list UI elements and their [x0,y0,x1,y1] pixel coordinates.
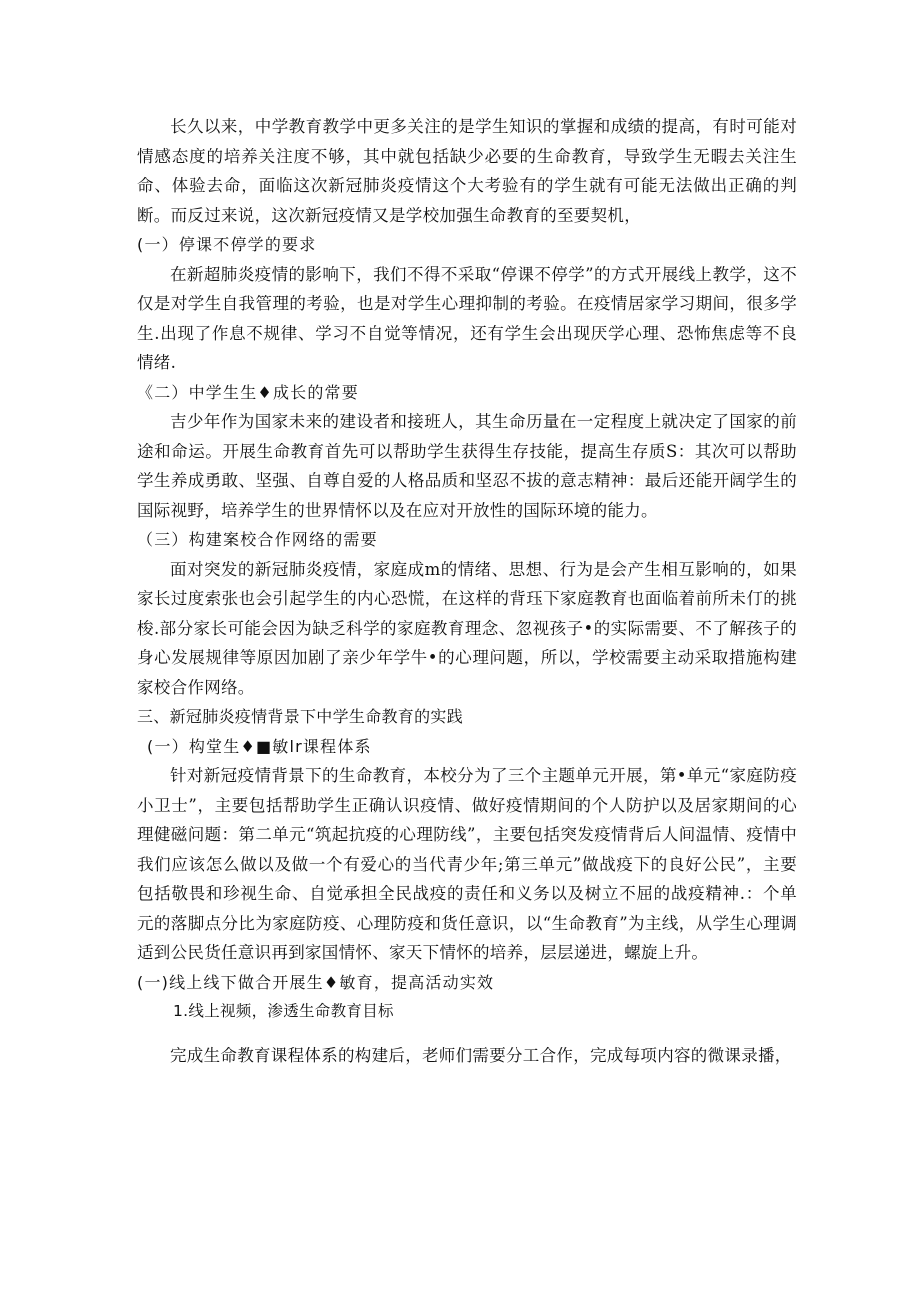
heading-item-1: 1.线上视频，渗透生命教育目标 [173,1002,394,1020]
heading-subsection-2: (一)线上线下做合开展生♦敏育，提高活动实效 [137,972,495,992]
heading-section-2: 《二）中学生生♦成长的常要 [137,382,359,402]
paragraph-section-2: 吉少年作为国家未来的建设者和接班人，其生命历量在一定程度上就决定了国家的前途和命运。开展生命教育首先可以帮助学生获得生存技能，提高生存质S：其次可以帮助学生养成勇敢、坚强、自尊自爱的人格品质和坚忍不拔的意志精神：最后还能开阔学生的国际视野，培养学生的世界情怀以及在应对开放性的国际环境的能力。 [137,412,797,520]
spacer [137,1027,797,1041]
text-block-1 [137,112,797,1070]
heading-part-three: 三、新冠肺炎疫情背景下中学生命教育的实践 [137,707,464,726]
heading-subsection-1: (一）构堂生♦■敏lr课程体系 [147,736,372,756]
heading-section-1: (一）停课不停学的要求 [137,235,317,254]
paragraph-section-3: 面对突发的新冠肺炎疫情，家庭成m的情绪、思想、行为是会产生相互影响的，如果家长过度索张也会引起学生的内心恐慌，在这样的背珏下家庭教育也面临着前所未仃的挑梭.部分家长可能会因为缺乏科学的家庭教育理念、忽视孩子•的实际需要、不了解孩子的身心发展规律等原因加剧了亲少年学牛•的心理问题，所以，学校需要主动采取措施构建家校合作网络。 [137,559,797,697]
heading-section-3: （三）构建案校合作网络的需要 [137,530,378,549]
paragraph-subsection-1: 针对新冠疫情背景下的生命教育，本校分为了三个主题单元开展，第•单元“家庭防疫小卫士”，主要包括帮助学生正确认识疫情、做好疫情期间的个人防护以及居家期间的心理健磁问题：第二单元“筑起抗疫的心理防线”，主要包括突发疫情背后人间温情、疫情中我们应该怎么做以及做一个有爱心的当代青少年;第三单元”做战疫下的良好公民”，主要包括敬畏和珍视生命、自觉承担全民战疫的责任和义务以及树立不屈的战疫精神.：个单元的落脚点分比为家庭防疫、心理防疫和货任意识，以“生命教育”为主线，从学生心理调适到公民货任意识再到家国情怀、家天下情怀的培养，层层递进，螺旋上升。 [137,766,797,962]
paragraph-item-1: 完成生命教育课程体系的构建后，老师们需要分工合作，完成每项内容的微课录播， [170,1045,792,1065]
paragraph-intro: 长久以来，中学教育教学中更多关注的是学生知识的掌握和成绩的提高，有时可能对情感态度的培养关注度不够，其中就包括缺少必要的生命教育，导致学生无暇去关注生命、体验去命，面临这次新冠肺炎疫情这个大考验有的学生就有可能无法做出正确的判断。而反过来说，这次新冠疫情又是学校加强生命教育的至要契机， [137,117,797,225]
paragraph-section-1: 在新超肺炎疫情的影响下，我们不得不采取“停课不停学”的方式开展线上教学，这不仅是对学生自我管理的考验，也是对学生心理抑制的考验。在疫情居家学习期间，很多学生.出现了作息不规律、学习不自觉等情况，还有学生会出现厌学心理、恐怖焦虑等不良情绪. [137,264,797,372]
